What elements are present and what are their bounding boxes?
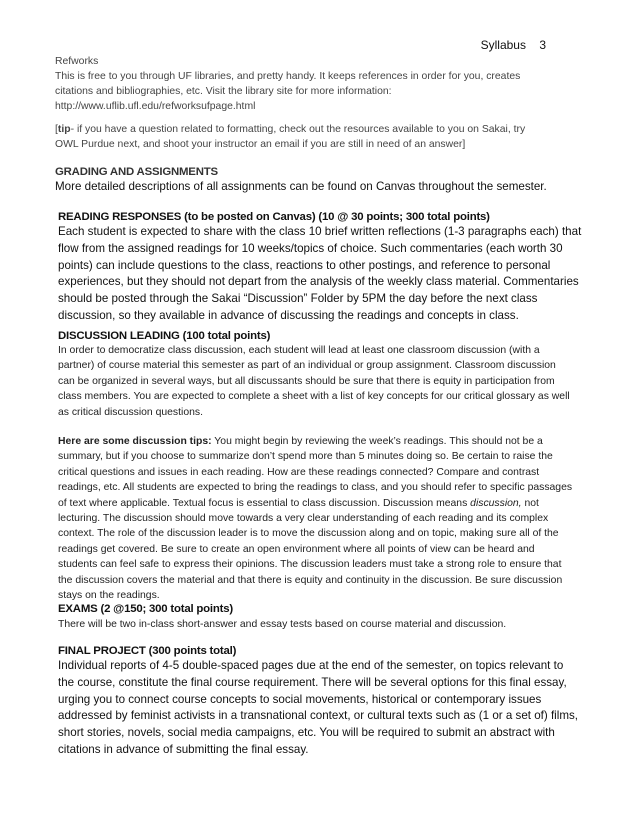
- tips-label: Here are some discussion tips:: [58, 436, 212, 448]
- final-line: short stories, novels, social media campaigns, etc. You will be required to submit an abstract with: [58, 726, 555, 740]
- discussion-line: partner) of course material this semester as part of an individual or group assignment. Classroom discussion: [58, 360, 556, 372]
- tip-line-2: OWL Purdue next, and shoot your instructor an email if you are still in need of an answer]: [55, 139, 466, 150]
- reading-responses-section: [58, 211, 588, 325]
- refworks-section: [55, 54, 575, 114]
- grading-section: [55, 166, 575, 196]
- tips-line: the discussion covers the material and that there is equity and continuity in the discussion. Be sure discussion: [58, 574, 563, 586]
- discussion-heading: DISCUSSION LEADING (100 total points): [58, 330, 271, 342]
- grading-heading: GRADING AND ASSIGNMENTS: [55, 166, 218, 178]
- reading-body: [58, 224, 588, 325]
- refworks-url: http://www.uflib.ufl.edu/refworksufpage.html: [55, 101, 256, 112]
- exams-line: There will be two in-class short-answer and essay tests based on course material and discussion.: [58, 619, 507, 630]
- tips-line: stays on the readings.: [58, 590, 160, 602]
- final-line: Individual reports of 4-5 double-spaced pages due at the end of the semester, on topics relevant to: [58, 659, 564, 672]
- tips-b-italic: discussion,: [470, 497, 522, 509]
- reading-heading: READING RESPONSES (to be posted on Canvas) (10 @ 30 points; 300 total points): [58, 211, 490, 223]
- exams-heading: EXAMS (2 @150; 300 total points): [58, 603, 233, 615]
- tips-line: [58, 434, 588, 449]
- tips-line: [58, 496, 588, 511]
- tips-line: summary, but if you choose to summarize don’t spend more than 5 minutes doing so. Be certain to raise the: [58, 451, 553, 463]
- page-header: [481, 38, 546, 52]
- final-line: the course, constitute the final course requirement. There will be several options for this final essay,: [58, 675, 567, 689]
- discussion-line: as critical discussion questions.: [58, 406, 203, 418]
- page-number: 3: [539, 38, 546, 52]
- tips-b-start: of text where applicable. Textual focus is essential to class discussion. Discussion means: [58, 497, 471, 509]
- discussion-leading-section: [58, 330, 588, 604]
- discussion-line: class members. You are expected to complete a sheet with a list of key concepts for our critical glossary as well: [58, 391, 570, 403]
- reading-line: Each student is expected to share with the class 10 brief written reflections (1-3 paragraphs each) that: [58, 225, 582, 238]
- tips-line: context. The role of the discussion leader is to move the discussion along and on topic, making sure all of the: [58, 528, 559, 540]
- refworks-title: Refworks: [55, 56, 99, 67]
- reading-line: points) can include questions to the class, reactions to other postings, and reference to personal: [58, 258, 551, 272]
- reading-line: should be posted through the Sakai “Discussion” Folder by 5PM the day before the next class: [58, 292, 538, 306]
- exams-section: [58, 603, 588, 632]
- discussion-tips: [58, 434, 588, 603]
- final-heading: FINAL PROJECT (300 points total): [58, 645, 237, 657]
- tips-line: students can feel safe to express their opinions. The discussion leaders must take a strong role to ensure that: [58, 559, 562, 571]
- discussion-line: In order to democratize class discussion, each student will lead at least one classroom discussion (with a: [58, 345, 540, 356]
- tip-line-1-text: - if you have a question related to formatting, check out the resources available to you on Sakai, try: [70, 124, 526, 135]
- refworks-line-2: citations and bibliographies, etc. Visit the library site for more information:: [55, 86, 392, 97]
- reading-line: experiences, but they should not depart from the analysis of the weekly class material. Commentaries: [58, 275, 579, 289]
- reading-line: discussion, so they available in advance of discussing the readings and concepts in class.: [58, 308, 519, 322]
- tips-line: readings, etc. All students are expected to bring the readings to class, and you should refer to specific passages: [58, 482, 573, 494]
- header-label: Syllabus: [480, 38, 526, 52]
- final-line: urging you to connect course concepts to social movements, historical or contemporary issues: [58, 692, 542, 706]
- final-line: citations in advance of submitting the final essay.: [58, 742, 309, 756]
- tip-note: [55, 122, 575, 152]
- grading-intro: More detailed descriptions of all assignments can be found on Canvas throughout the semester.: [55, 180, 547, 193]
- tip-label: tip: [57, 124, 71, 135]
- final-line: addressed by feminist activists in a transnational context, or cultural texts such as (1 or a set of) films,: [58, 709, 579, 723]
- discussion-line: can be organized in several ways, but all discussants should be sure that there is equity in participation from: [58, 375, 555, 387]
- discussion-body: [58, 343, 588, 420]
- tip-open-bracket: [: [55, 124, 58, 135]
- refworks-line-1: This is free to you through UF libraries, and pretty handy. It keeps references in order for you, creates: [55, 71, 521, 82]
- reading-line: flow from the assigned readings for 10 weeks/topics of choice. Such commentaries (each worth 30: [58, 241, 563, 255]
- tips-b-end: not: [521, 497, 539, 509]
- tips-line: readings get covered. Be sure to create an open environment where all points of view can be heard and: [58, 543, 535, 555]
- tips-first-text: You might begin by reviewing the week’s readings. This should not be a: [211, 436, 543, 448]
- final-project-section: [58, 645, 588, 759]
- final-body: [58, 658, 588, 759]
- tip-line-1: [55, 122, 575, 137]
- tips-line: lecturing. The discussion should move towards a very clear understanding of each reading and its complex: [58, 513, 549, 525]
- tips-line: critical questions and issues in each reading. How are these readings connected? Compare and contrast: [58, 466, 540, 478]
